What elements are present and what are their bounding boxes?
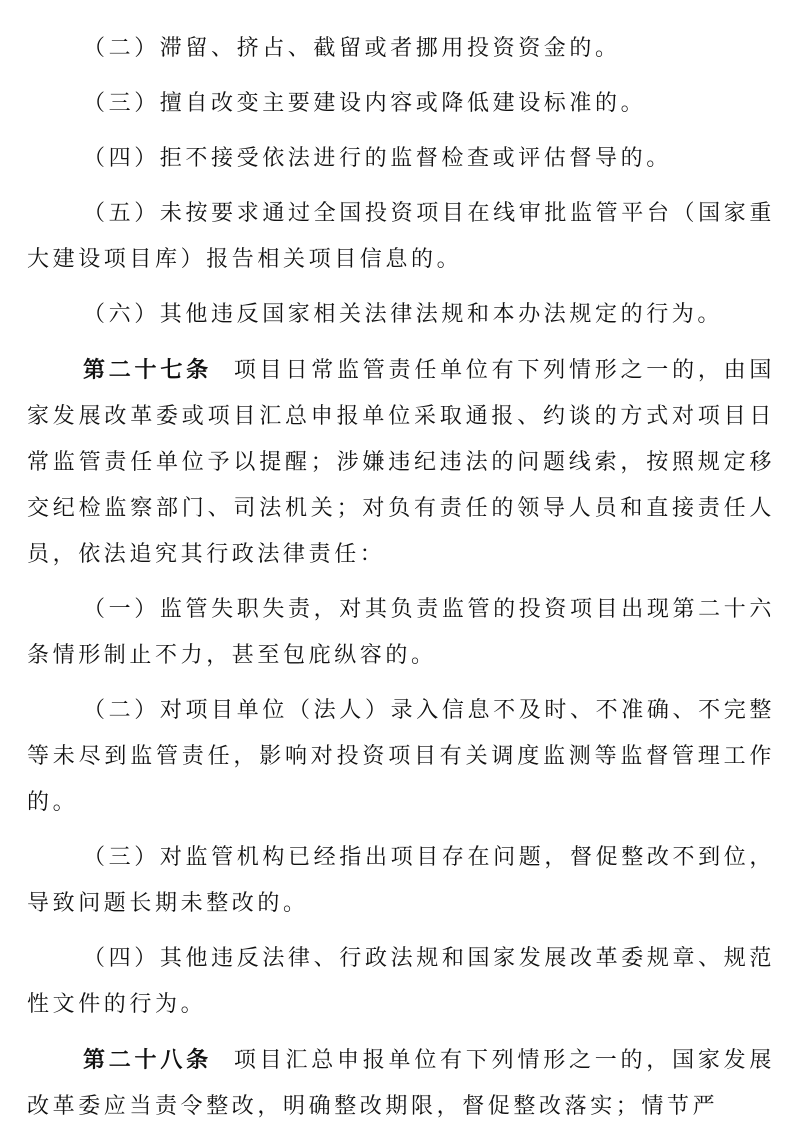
- clause-text: （三）对监管机构已经指出项目存在问题，督促整改不到位，导致问题长期未整改的。: [27, 845, 775, 916]
- clause-paragraph: [27, 587, 775, 679]
- clause-paragraph: [27, 292, 775, 338]
- document-body: [27, 26, 775, 1130]
- article-heading: 第二十八条: [83, 1047, 212, 1073]
- clause-paragraph: [27, 688, 775, 826]
- clause-paragraph: [27, 136, 775, 182]
- clause-text: （三）擅自改变主要建设内容或降低建设标准的。: [83, 91, 647, 116]
- clause-text: （五）未按要求通过全国投资项目在线审批监管平台（国家重大建设项目库）报告相关项目信息的。: [27, 201, 775, 272]
- clause-text: （一）监管失职失责，对其负责监管的投资项目出现第二十六条情形制止不力，甚至包庇纵容的。: [27, 597, 775, 668]
- clause-paragraph: [27, 26, 775, 72]
- article-paragraph: [27, 1037, 775, 1130]
- article-heading: 第二十七条: [83, 357, 212, 383]
- clause-paragraph: [27, 81, 775, 127]
- clause-paragraph: [27, 936, 775, 1028]
- clause-text: （二）滞留、挤占、截留或者挪用投资资金的。: [83, 36, 621, 61]
- clause-text: （六）其他违反国家相关法律法规和本办法规定的行为。: [83, 302, 724, 327]
- clause-paragraph: [27, 835, 775, 927]
- article-paragraph: [27, 347, 775, 578]
- article-text: 项目日常监管责任单位有下列情形之一的，由国家发展改革委或项目汇总申报单位采取通报、约谈的方式对项目日常监管责任单位予以提醒；涉嫌违纪违法的问题线索，按照规定移交纪检监察部门、司法机关；对负有责任的领导人员和直接责任人员，依法追究其行政法律责任：: [27, 358, 775, 567]
- article-text: 项目汇总申报单位有下列情形之一的，国家发展改革委应当责令整改，明确整改期限，督促整改落实；情节严: [27, 1048, 775, 1119]
- clause-paragraph: [27, 191, 775, 283]
- clause-text: （四）其他违反法律、行政法规和国家发展改革委规章、规范性文件的行为。: [27, 946, 775, 1017]
- clause-text: （二）对项目单位（法人）录入信息不及时、不准确、不完整等未尽到监管责任，影响对投资项目有关调度监测等监督管理工作的。: [27, 698, 775, 815]
- clause-text: （四）拒不接受依法进行的监督检查或评估督导的。: [83, 146, 672, 171]
